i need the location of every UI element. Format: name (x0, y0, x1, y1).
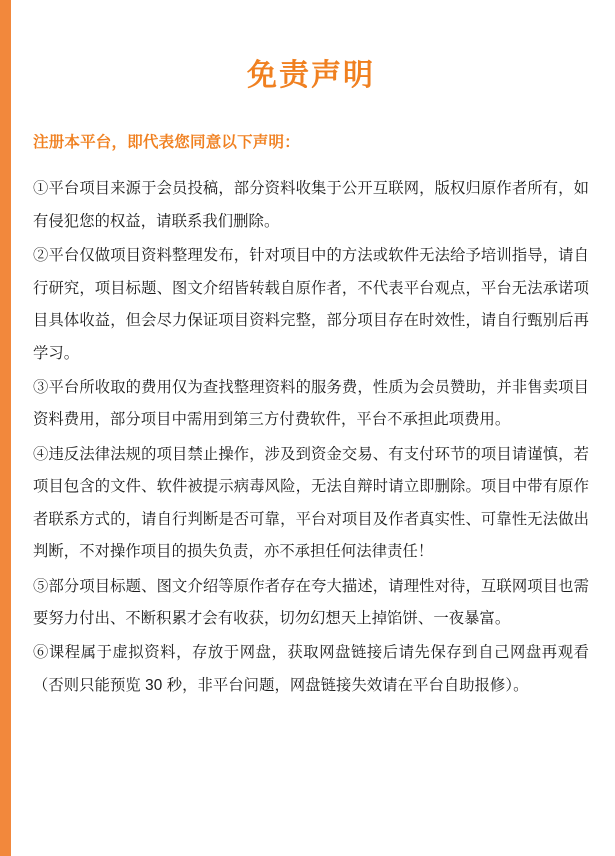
document-content (11, 0, 615, 856)
clause-item: ⑤部分项目标题、图文介绍等原作者存在夸大描述，请理性对待，互联网项目也需要努力付出、不断积累才会有收获，切勿幻想天上掉馅饼、一夜暴富。 (33, 577, 589, 627)
agreement-lead-text: 注册本平台，即代表您同意以下声明： (33, 134, 300, 151)
clause-item: ③平台所收取的费用仅为查找整理资料的服务费，性质为会员赞助，并非售卖项目资料费用，部分项目中需用到第三方付费软件，平台不承担此项费用。 (33, 378, 589, 429)
clause-item: ⑥课程属于虚拟资料，存放于网盘，获取网盘链接后请先保存到自己网盘再观看（否则只能预览 30 秒，非平台问题，网盘链接失效请在平台自助报修）。 (33, 644, 589, 694)
clause-item: ①平台项目来源于会员投稿，部分资料收集于公开互联网，版权归原作者所有，如有侵犯您的权益，请联系我们删除。 (33, 180, 589, 230)
page-title: 免责声明 (247, 59, 375, 92)
clause-item: ②平台仅做项目资料整理发布，针对项目中的方法或软件无法给予培训指导，请自行研究，项目标题、图文介绍皆转载自原作者，不代表平台观点，平台无法承诺项目具体收益，但会尽力保证项目资料完整，部分项目存在时效性，请自行甄别后再学习。 (33, 247, 589, 362)
left-accent-bar (0, 0, 11, 856)
clause-item: ④违反法律法规的项目禁止操作，涉及到资金交易、有支付环节的项目请谨慎，若项目包含的文件、软件被提示病毒风险，无法自辩时请立即删除。项目中带有原作者联系方式的，请自行判断是否可靠，平台对项目及作者真实性、可靠性无法做出判断，不对操作项目的损失负责，亦不承担任何法律责任！ (33, 445, 589, 561)
